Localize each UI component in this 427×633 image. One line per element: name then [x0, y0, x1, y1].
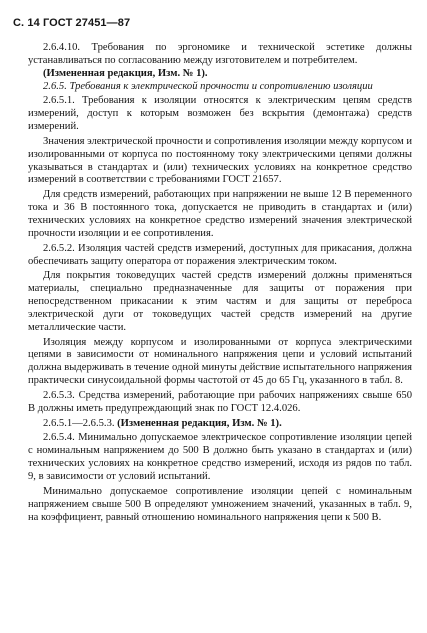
- paragraph-test-voltage: Изоляция между корпусом и изолированными от корпуса электрическими цепями в зависимости от номинального напряжения цепи и условий испытаний должна выдерживать в течение одной минуты действие испытательного напряжения практически синусоидальной формы частотой от 45 до 65 Гц, указанного в табл. 8.: [28, 336, 412, 387]
- paragraph-2-6-5-1: 2.6.5.1. Требования к изоляции относятся к электрическим цепям средств измерений, доступ к которым возможен без вскрытия (демонтажа) средств измерений.: [28, 95, 412, 133]
- amendment-label: (Измененная редакция, Изм. № 1).: [117, 417, 282, 429]
- page-header: С. 14 ГОСТ 27451—87: [13, 17, 131, 29]
- paragraph-high-voltage-resistance: Минимально допускаемое сопротивление изоляции цепей с номинальным напряжением свыше 500 В определяют умножением значений, указанных в табл. 9, на коэффициент, равный отношению номинального напряжения цепи к 500 В.: [28, 485, 412, 523]
- amendment-range: 2.6.5.1—2.6.5.3.: [43, 417, 118, 429]
- paragraph-low-voltage-exemption: Для средств измерений, работающих при напряжении не выше 12 В переменного тока и 36 В постоянного тока, допускается не приводить в стандартах и (или) технических условиях на конкретное средство измерений значения электрической прочности изоляции и ее сопротивления.: [28, 189, 412, 239]
- paragraph-2-6-5-2: 2.6.5.2. Изоляция частей средств измерений, доступных для прикасания, должна обеспечивать защиту оператора от поражения электрическим током.: [28, 242, 412, 267]
- paragraph-2-6-5-4: 2.6.5.4. Минимально допускаемое электрическое сопротивление изоляции цепей с номинальным напряжением до 500 В должно быть указано в стандартах и (или) технических условиях на конкретное средство измерений, исходя из рядов по табл. 9, в зависимости от условий испытаний.: [28, 432, 412, 482]
- amendment-note-2-6-5-1-3: [28, 418, 412, 431]
- paragraph-2-6-5-3: 2.6.5.3. Средства измерений, работающие при рабочих напряжениях свыше 650 В должны иметь предупреждающий знак по ГОСТ 12.4.026.: [28, 389, 412, 414]
- amendment-note: (Измененная редакция, Изм. № 1).: [43, 67, 208, 79]
- section-heading-2-6-5: 2.6.5. Требования к электрической прочности и сопротивлению изоляции: [43, 80, 373, 92]
- paragraph-covering-materials: Для покрытия токоведущих частей средств измерений должны применяться материалы, специально предназначенные для защиты от поражения при непосредственном прикасании к этим частям и для защиты от переброса электрической дуги от токоведущих частей средств измерений на другие металлические части.: [28, 270, 412, 333]
- document-body: [28, 42, 412, 524]
- paragraph-2-6-4-10: 2.6.4.10. Требования по эргономике и технической эстетике должны устанавливаться по согласованию между изготовителем и потребителем.: [28, 42, 412, 66]
- paragraph-insulation-values: Значения электрической прочности и сопротивления изоляции между корпусом и изолированными от корпуса по постоянному току электрическими цепями должны указываться в стандартах и (или) технических условиях на конкретное средство измерений в соответствии с требованиями ГОСТ 21657.: [28, 135, 412, 186]
